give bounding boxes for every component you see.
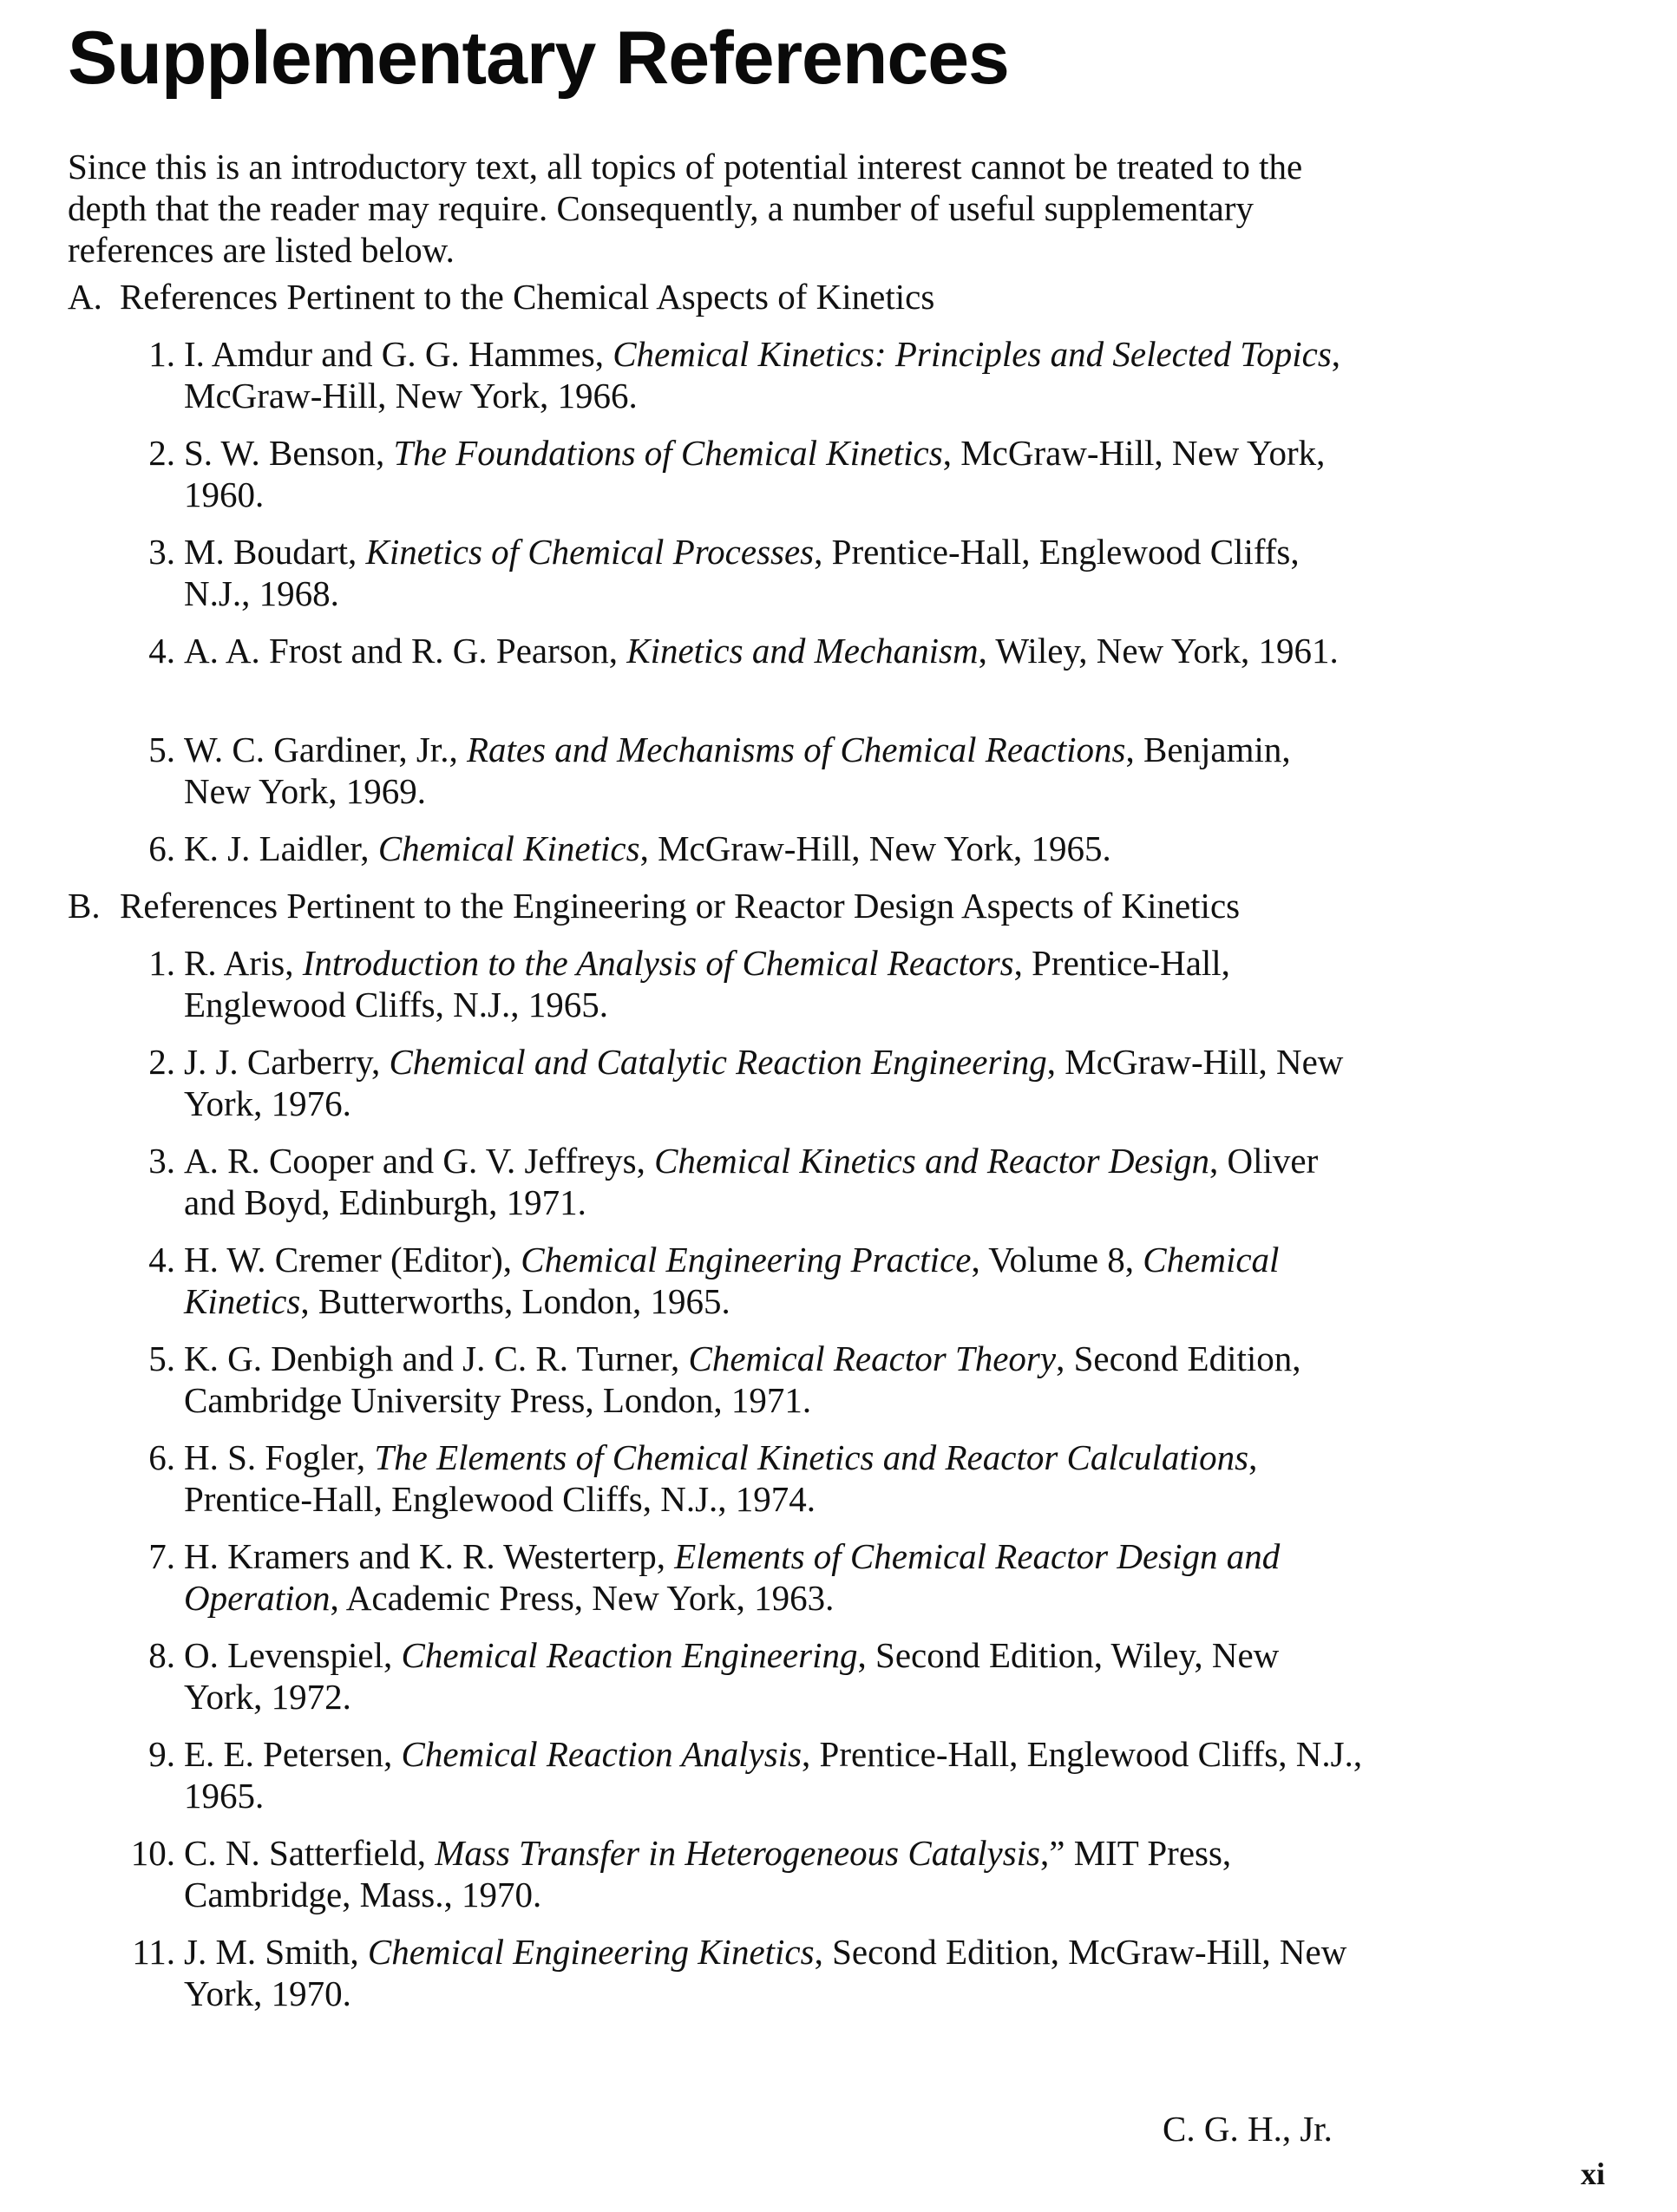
reference-number: 5. (148, 1338, 175, 1378)
reference-authors: H. W. Cremer (Editor), (184, 1240, 521, 1279)
reference-publisher: , Prentice-Hall, Englewood Cliffs, N.J., 1968. (184, 532, 1300, 613)
reference-number: 1. (148, 943, 175, 983)
reference-authors: A. R. Cooper and G. V. Jeffreys, (184, 1141, 655, 1181)
reference-publisher: , McGraw-Hill, New York, 1966. (184, 334, 1341, 416)
reference-authors: H. S. Fogler, (184, 1437, 375, 1477)
reference-authors: W. C. Gardiner, Jr., (184, 730, 467, 769)
reference-publisher: , Second Edition, Wiley, New York, 1972. (184, 1635, 1280, 1717)
reference-publisher: , Prentice-Hall, Englewood Cliffs, N.J., 1965. (184, 1734, 1363, 1816)
reference-item (148, 432, 1364, 515)
reference-authors: H. Kramers and K. R. Westerterp, (184, 1536, 675, 1576)
reference-number: 1. (148, 334, 175, 374)
reference-number: 3. (148, 532, 175, 572)
reference-title: Chemical Kinetics and Reactor Design (654, 1141, 1210, 1181)
section-letter: A. (68, 277, 102, 317)
reference-number: 4. (148, 631, 175, 671)
reference-publisher: , Volume 8, (971, 1240, 1143, 1279)
reference-publisher: , McGraw-Hill, New York, 1960. (184, 433, 1326, 514)
reference-item (148, 531, 1364, 614)
reference-publisher: , Benjamin, New York, 1969. (184, 730, 1291, 811)
reference-title: Chemical Kinetics: Principles and Selected Topics (612, 334, 1332, 374)
reference-number: 2. (148, 1042, 175, 1082)
reference-publisher: , Prentice-Hall, Englewood Cliffs, N.J., 1974. (184, 1437, 1258, 1519)
reference-title: Chemical and Catalytic Reaction Engineering (389, 1042, 1047, 1082)
reference-item (148, 1535, 1364, 1619)
reference-publisher: ,” MIT Press, Cambridge, Mass., 1970. (184, 1833, 1232, 1914)
reference-number: 3. (148, 1141, 175, 1181)
reference-item (132, 1931, 1364, 2014)
reference-authors: S. W. Benson, (184, 433, 394, 473)
reference-title: Mass Transfer in Heterogeneous Catalysis (435, 1833, 1040, 1873)
reference-title: Chemical Engineering Kinetics (367, 1932, 815, 1972)
reference-title: Kinetics of Chemical Processes (365, 532, 815, 572)
reference-number: 6. (148, 1437, 175, 1477)
reference-item (148, 1634, 1364, 1718)
reference-number: 10. (130, 1833, 175, 1873)
reference-item (148, 1041, 1364, 1124)
reference-publisher: , McGraw-Hill, New York, 1976. (184, 1042, 1344, 1123)
reference-authors: J. J. Carberry, (184, 1042, 390, 1082)
reference-title: Kinetics and Mechanism (626, 631, 979, 671)
reference-authors: I. Amdur and G. G. Hammes, (184, 334, 613, 374)
reference-authors: E. E. Petersen, (184, 1734, 402, 1774)
reference-publisher: , Wiley, New York, 1961. (978, 631, 1339, 671)
section-a-heading (68, 276, 934, 317)
reference-publisher-secondary: , Butterworths, London, 1965. (300, 1281, 730, 1321)
reference-item (148, 630, 1364, 671)
reference-authors: K. G. Denbigh and J. C. R. Turner, (184, 1338, 689, 1378)
reference-item (148, 828, 1364, 869)
section-b-heading (68, 885, 1240, 926)
reference-authors: O. Levenspiel, (184, 1635, 402, 1675)
reference-item (148, 942, 1364, 1025)
reference-item (148, 729, 1364, 812)
intro-paragraph: Since this is an introductory text, all topics of potential interest cannot be treated to the depth that the reader may require. Consequently, a number of useful supplementary references are listed below. (68, 147, 1303, 270)
reference-number: 2. (148, 433, 175, 473)
reference-item (148, 1338, 1364, 1421)
reference-title: The Elements of Chemical Kinetics and Reactor Calculations (374, 1437, 1249, 1477)
reference-number: 5. (148, 730, 175, 769)
page-title: Supplementary References (68, 16, 1009, 100)
reference-authors: R. Aris, (184, 943, 303, 983)
section-heading-text: References Pertinent to the Engineering or Reactor Design Aspects of Kinetics (120, 886, 1241, 926)
reference-title: Introduction to the Analysis of Chemical Reactors (302, 943, 1014, 983)
reference-item (148, 1239, 1364, 1322)
reference-authors: A. A. Frost and R. G. Pearson, (184, 631, 627, 671)
reference-publisher: , McGraw-Hill, New York, 1965. (639, 828, 1111, 868)
reference-title-secondary: Chemical Kinetics (184, 1240, 1280, 1321)
reference-number: 8. (148, 1635, 175, 1675)
reference-title: Chemical Kinetics (377, 828, 640, 868)
reference-authors: J. M. Smith, (184, 1932, 368, 1972)
reference-publisher: , Second Edition, Cambridge University Press, London, 1971. (184, 1338, 1301, 1420)
reference-number: 11. (132, 1932, 175, 1972)
reference-title: Chemical Engineering Practice (521, 1240, 972, 1279)
reference-title: Rates and Mechanisms of Chemical Reactions (466, 730, 1126, 769)
reference-item (148, 333, 1364, 416)
reference-authors: M. Boudart, (184, 532, 366, 572)
reference-item (148, 1733, 1364, 1816)
reference-authors: C. N. Satterfield, (184, 1833, 436, 1873)
reference-number: 7. (148, 1536, 175, 1576)
author-signature: C. G. H., Jr. (1163, 2109, 1333, 2149)
reference-item (148, 1140, 1364, 1223)
reference-publisher: , Academic Press, New York, 1963. (330, 1578, 835, 1618)
reference-publisher: , Oliver and Boyd, Edinburgh, 1971. (184, 1141, 1319, 1222)
reference-number: 6. (148, 828, 175, 868)
page-number: xi (1581, 2156, 1606, 2191)
reference-number: 4. (148, 1240, 175, 1279)
reference-item (148, 1436, 1364, 1520)
section-letter: B. (68, 886, 101, 926)
reference-title: Chemical Reactor Theory (688, 1338, 1057, 1378)
reference-number: 9. (148, 1734, 175, 1774)
reference-title: Chemical Reaction Analysis (401, 1734, 802, 1774)
reference-title: Chemical Reaction Engineering (401, 1635, 858, 1675)
reference-publisher: , Second Edition, McGraw-Hill, New York, 1970. (184, 1932, 1347, 2013)
reference-title: Elements of Chemical Reactor Design and Operation (184, 1536, 1281, 1618)
reference-item (130, 1832, 1364, 1915)
section-heading-text: References Pertinent to the Chemical Aspects of Kinetics (120, 277, 935, 317)
reference-authors: K. J. Laidler, (184, 828, 378, 868)
reference-title: The Foundations of Chemical Kinetics (393, 433, 943, 473)
reference-publisher: , Prentice-Hall, Englewood Cliffs, N.J., 1965. (184, 943, 1230, 1024)
